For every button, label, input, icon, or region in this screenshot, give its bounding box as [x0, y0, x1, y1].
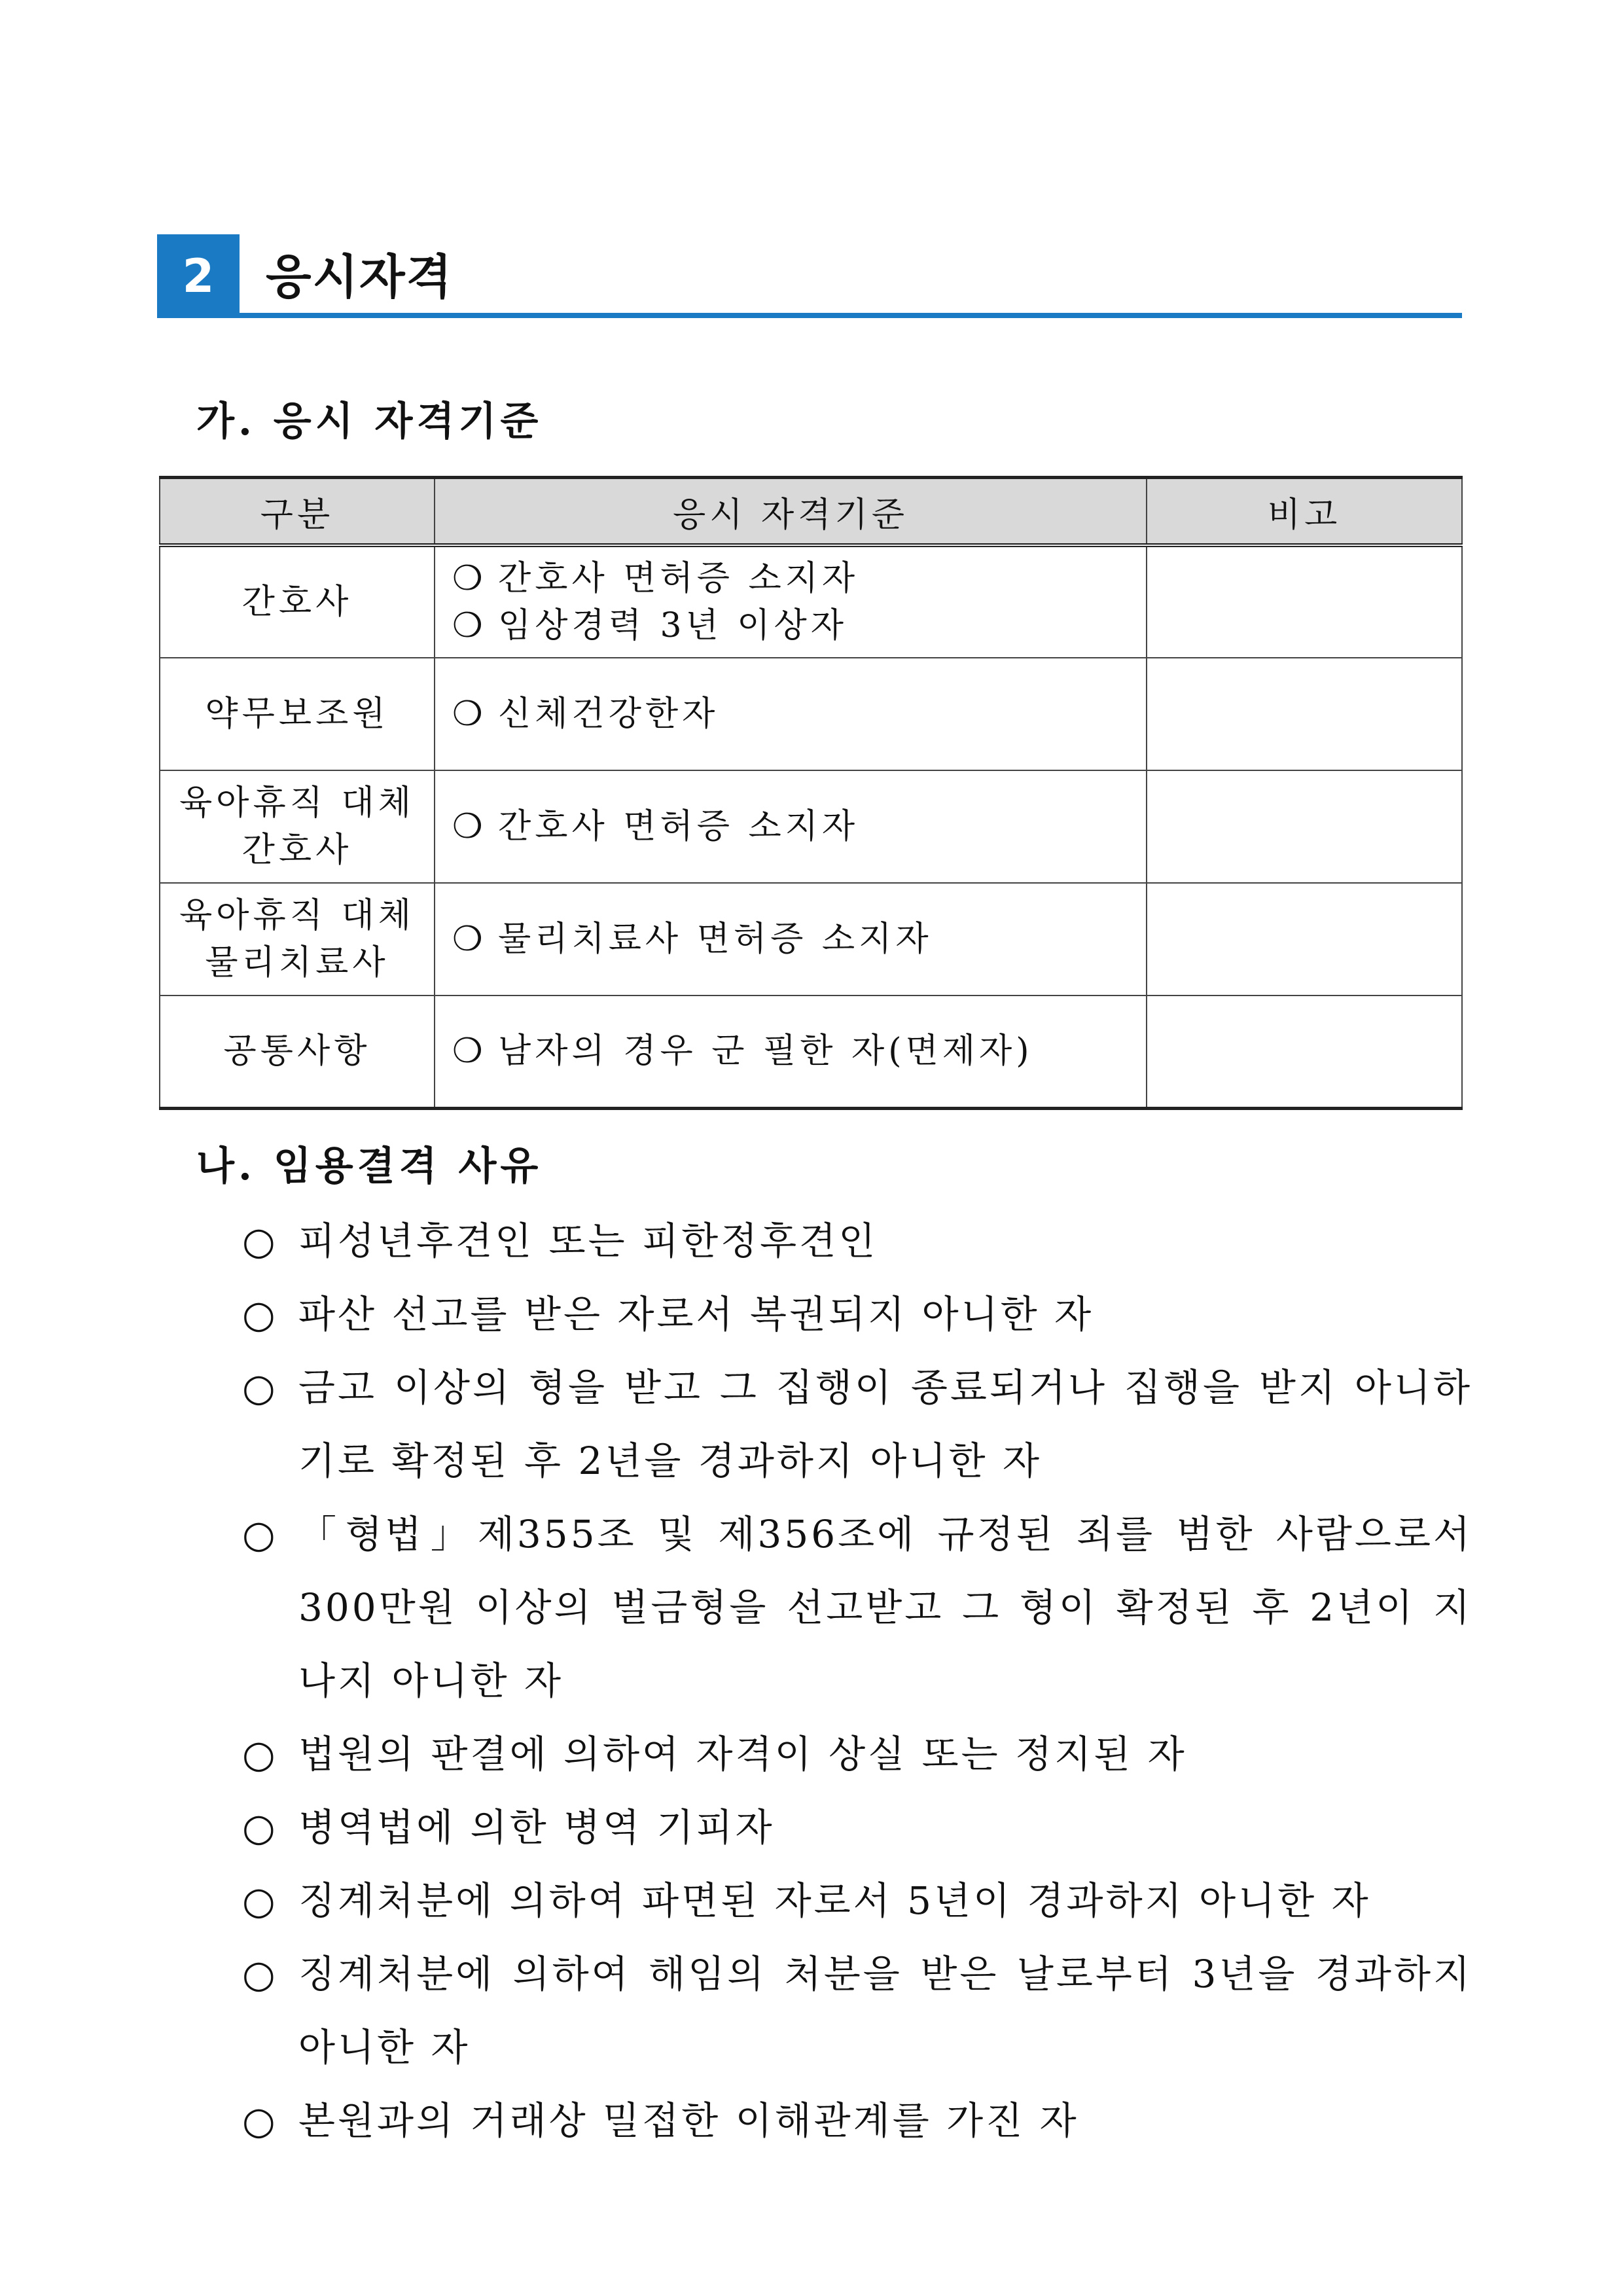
list-item: ○ 징계처분에 의하여 해임의 처분을 받은 날로부터 3년을 경과하지 아니한 자 [242, 1937, 1472, 2084]
section-title: 응시자격 [266, 249, 454, 304]
header-rule [157, 313, 1462, 318]
note-cell [1147, 770, 1462, 883]
table-row [160, 545, 1462, 658]
section-header [157, 234, 1462, 318]
criteria-line: ❍ 간호사 면허증 소지자 [452, 555, 1146, 602]
circle-bullet-icon: ○ [242, 1219, 278, 1263]
circle-bullet-icon: ○ [242, 1365, 278, 1410]
qualification-table [159, 476, 1463, 1110]
note-cell [1147, 883, 1462, 996]
list-item: ○ 파산 선고를 받은 자로서 복권되지 아니한 자 [242, 1278, 1472, 1351]
circle-bullet-icon: ○ [242, 1805, 278, 1850]
note-cell [1147, 545, 1462, 658]
criteria-cell [435, 658, 1147, 770]
criteria-line: ❍ 남자의 경우 군 필한 자(면제자) [452, 1028, 1146, 1075]
list-item: ○ 「형법」제355조 및 제356조에 규정된 죄를 범한 사람으로서 300만원 이상의 벌금형을 선고받고 그 형이 확정된 후 2년이 지나지 아니한 자 [242, 1498, 1472, 1717]
criteria-line: ❍ 임상경력 3년 이상자 [452, 602, 1146, 649]
section-number-badge: 2 [157, 234, 240, 318]
list-item: ○ 금고 이상의 형을 받고 그 집행이 종료되거나 집행을 받지 아니하기로 확정된 후 2년을 경과하지 아니한 자 [242, 1351, 1472, 1498]
criteria-cell [435, 883, 1147, 996]
category-cell [160, 883, 435, 996]
criteria-line: ❍ 간호사 면허증 소지자 [452, 803, 1146, 850]
subsection-b-heading: 나. 임용결격 사유 [196, 1143, 543, 1189]
circle-bullet-icon: ○ [242, 2098, 278, 2143]
circle-bullet-icon: ○ [242, 1952, 278, 1996]
table-row [160, 883, 1462, 996]
disqualification-list [242, 1204, 1472, 2157]
category-line: 공통사항 [223, 1031, 371, 1071]
note-cell [1147, 658, 1462, 770]
category-line: 간호사 [241, 831, 353, 870]
list-item: ○ 본원과의 거래상 밀접한 이해관계를 가진 자 [242, 2084, 1472, 2157]
note-cell [1147, 996, 1462, 1108]
circle-bullet-icon: ❍ [452, 694, 487, 734]
list-item: ○ 법원의 판결에 의하여 자격이 상실 또는 정지된 자 [242, 1717, 1472, 1791]
category-cell [160, 545, 435, 658]
table-row [160, 658, 1462, 770]
circle-bullet-icon: ○ [242, 1732, 278, 1776]
category-cell [160, 770, 435, 883]
header-note: 비고 [1147, 478, 1462, 546]
category-line: 물리치료사 [205, 943, 389, 982]
list-item: ○ 병역법에 의한 병역 기피자 [242, 1791, 1472, 1864]
category-cell [160, 996, 435, 1108]
category-line: 약무보조원 [205, 694, 389, 734]
criteria-line: ❍ 물리치료사 면허증 소지자 [452, 916, 1146, 963]
table-header-row [160, 478, 1462, 546]
criteria-cell [435, 545, 1147, 658]
circle-bullet-icon: ❍ [452, 606, 487, 645]
circle-bullet-icon: ○ [242, 1878, 278, 1923]
criteria-cell [435, 770, 1147, 883]
circle-bullet-icon: ○ [242, 1512, 278, 1556]
table-row [160, 770, 1462, 883]
header-criteria: 응시 자격기준 [435, 478, 1147, 546]
circle-bullet-icon: ○ [242, 1292, 278, 1336]
circle-bullet-icon: ❍ [452, 807, 487, 846]
list-item: ○ 징계처분에 의하여 파면된 자로서 5년이 경과하지 아니한 자 [242, 1864, 1472, 1937]
table-row [160, 996, 1462, 1108]
category-line: 육아휴직 대체 [179, 783, 415, 823]
header-category: 구분 [160, 478, 435, 546]
list-item: ○ 피성년후견인 또는 피한정후견인 [242, 1204, 1472, 1278]
circle-bullet-icon: ❍ [452, 1031, 487, 1071]
criteria-line: ❍ 신체건강한자 [452, 691, 1146, 738]
circle-bullet-icon: ❍ [452, 559, 487, 598]
category-cell [160, 658, 435, 770]
circle-bullet-icon: ❍ [452, 920, 487, 959]
criteria-cell [435, 996, 1147, 1108]
category-line: 간호사 [241, 583, 353, 622]
category-line: 육아휴직 대체 [179, 896, 415, 935]
subsection-a-heading: 가. 응시 자격기준 [196, 399, 543, 444]
